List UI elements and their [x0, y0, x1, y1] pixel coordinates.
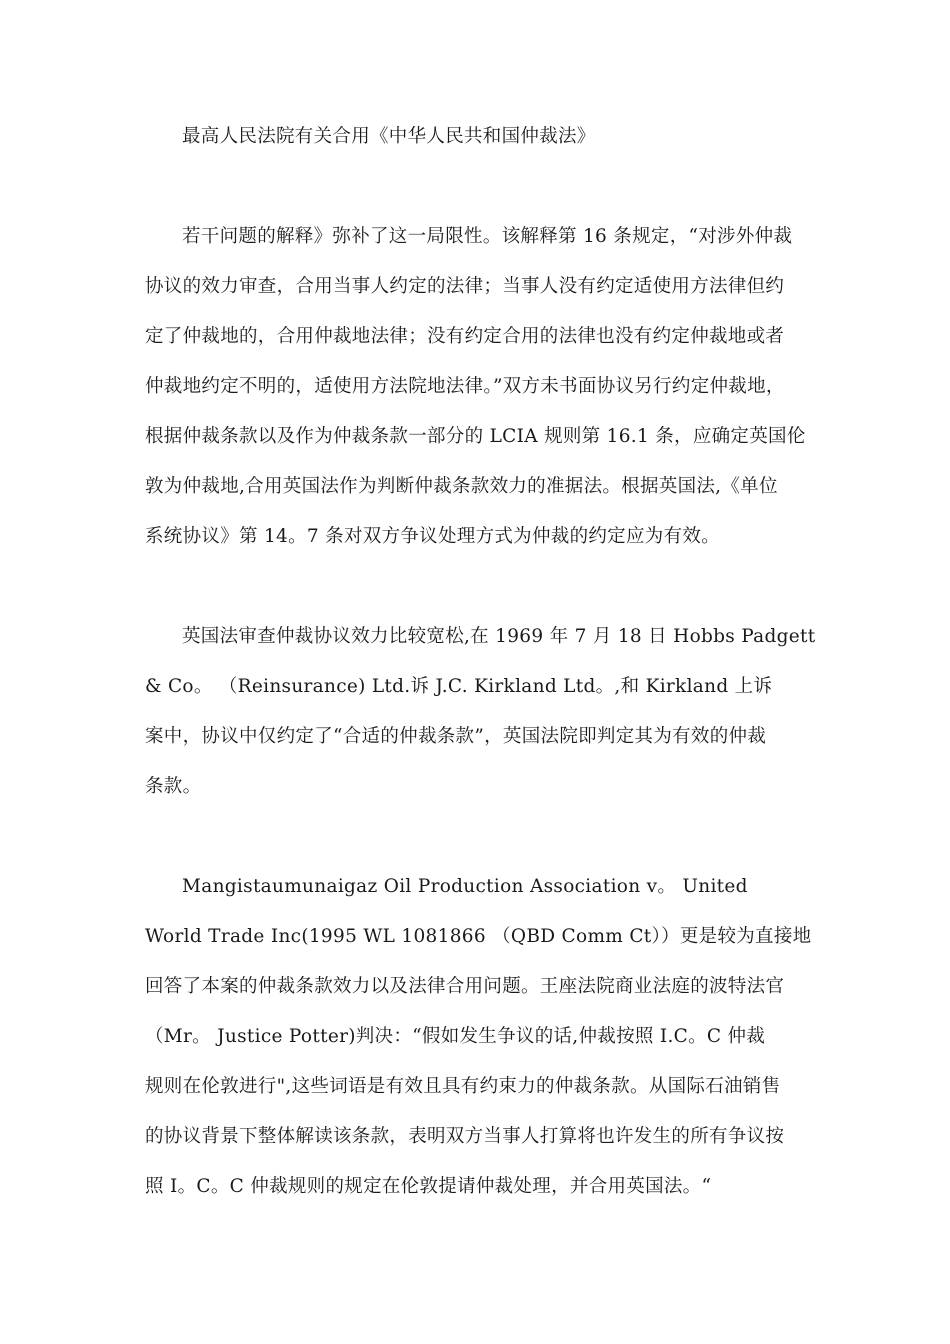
- text-line: 条款。: [145, 776, 202, 797]
- text-line: （Mr。 Justice Potter)判决：“假如发生争议的话,仲裁按照 I.C。C 仲裁: [145, 1026, 766, 1047]
- text-line: 系统协议》第 14。7 条对双方争议处理方式为仲裁的约定应为有效。: [145, 526, 720, 547]
- text-line: 照 I。C。C 仲裁规则的规定在伦敦提请仲裁处理，并合用英国法。“: [145, 1176, 712, 1197]
- text-line: 英国法审查仲裁协议效力比较宽松,在 1969 年 7 月 18 日 Hobbs Padgett: [182, 626, 816, 647]
- paragraph-1: [145, 112, 810, 162]
- text-line: 若干问题的解释》弥补了这一局限性。该解释第 16 条规定，“对涉外仲裁: [182, 226, 793, 247]
- text-line: 根据仲裁条款以及作为仲裁条款一部分的 LCIA 规则第 16.1 条，应确定英国伦: [145, 426, 806, 447]
- text-line: 仲裁地约定不明的，适使用方法院地法律。”双方未书面协议另行约定仲裁地，: [145, 376, 785, 397]
- paragraph-gap: [145, 162, 810, 212]
- text-line: 回答了本案的仲裁条款效力以及法律合用问题。王座法院商业法庭的波特法官: [145, 976, 785, 997]
- paragraph-4: [145, 862, 810, 1212]
- paragraph-gap: [145, 562, 810, 612]
- text-line: World Trade Inc(1995 WL 1081866 （QBD Comm Ct））更是较为直接地: [145, 926, 812, 947]
- paragraph-gap: [145, 812, 810, 862]
- text-line: 敦为仲裁地,合用英国法作为判断仲裁条款效力的准据法。根据英国法,《单位: [145, 476, 778, 497]
- text-line: 最高人民法院有关合用《中华人民共和国仲裁法》: [182, 126, 596, 147]
- text-line: Mangistaumunaigaz Oil Production Association v。 United: [182, 876, 748, 897]
- text-line: 定了仲裁地的，合用仲裁地法律；没有约定合用的法律也没有约定仲裁地或者: [145, 326, 785, 347]
- text-line: 协议的效力审查，合用当事人约定的法律；当事人没有约定适使用方法律但约: [145, 276, 785, 297]
- text-line: & Co。 （Reinsurance) Ltd.诉 J.C. Kirkland Ltd。,和 Kirkland 上诉: [145, 676, 773, 697]
- text-line: 案中，协议中仅约定了“合适的仲裁条款”，英国法院即判定其为有效的仲裁: [145, 726, 767, 747]
- text-line: 规则在伦敦进行",这些词语是有效且具有约束力的仲裁条款。从国际石油销售: [145, 1076, 781, 1097]
- document-body: [145, 112, 816, 1212]
- paragraph-2: [145, 212, 810, 562]
- paragraph-3: [145, 612, 816, 812]
- text-line: 的协议背景下整体解读该条款，表明双方当事人打算将也许发生的所有争议按: [145, 1126, 785, 1147]
